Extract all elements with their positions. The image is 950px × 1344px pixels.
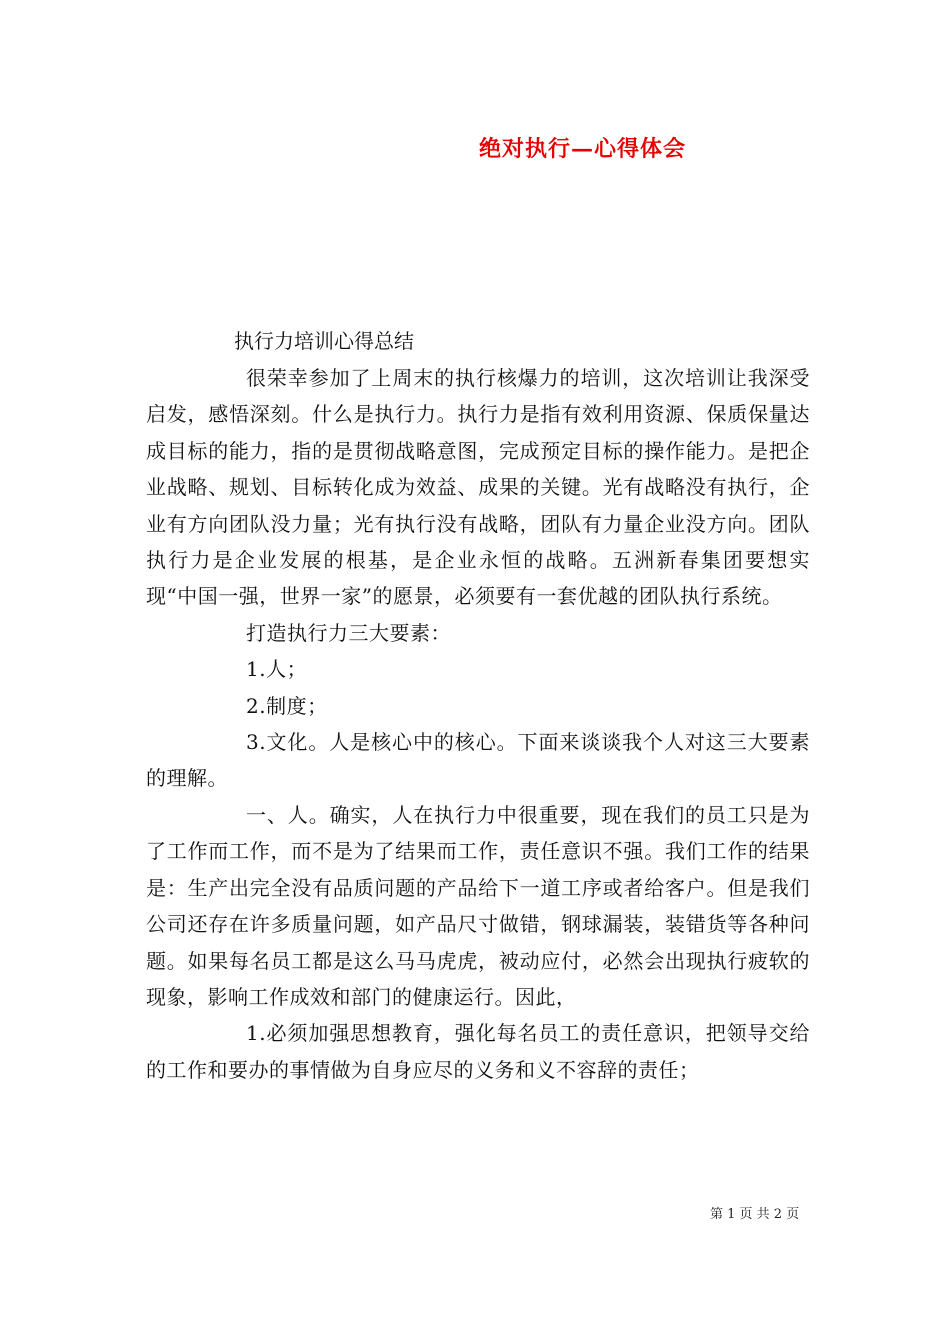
paragraph-section-one: 一、人。确实，人在执行力中很重要，现在我们的员工只是为了工作而工作，而不是为了结果而工作，责任意识不强。我们工作的结果是：生产出完全没有品质问题的产品给下一道工序或者给客户。但是我们公司还存在许多质量问题，如产品尺寸做错，钢球漏装，装错货等各种问题。如果每名员工都是这么马马虎虎，被动应付，必然会出现执行疲软的现象，影响工作成效和部门的健康运行。因此， bbox=[146, 802, 810, 1009]
document-subtitle: 执行力培训心得总结 bbox=[234, 329, 414, 353]
list-item-culture: 3.文化。人是核心中的核心。下面来谈谈我个人对这三大要素的理解。 bbox=[146, 730, 810, 791]
paragraph-elements-heading: 打造执行力三大要素： bbox=[246, 620, 451, 645]
document-body bbox=[146, 360, 810, 1088]
paragraph-intro: 很荣幸参加了上周末的执行核爆力的培训，这次培训让我深受启发，感悟深刻。什么是执行力。执行力是指有效利用资源、保质保量达成目标的能力，指的是贯彻战略意图，完成预定目标的操作能力。是把企业战略、规划、目标转化成为效益、成果的关键。光有战略没有执行，企业有方向团队没力量；光有执行没有战略，团队有力量企业没方向。团队执行力是企业发展的根基，是企业永恒的战略。五洲新春集团要想实现“中国一强，世界一家”的愿景，必须要有一套优越的团队执行系统。 bbox=[146, 366, 810, 609]
list-item-system: 2.制度； bbox=[246, 693, 328, 718]
document-title: 绝对执行—心得体会 bbox=[478, 136, 686, 162]
paragraph-point-one: 1.必须加强思想教育，强化每名员工的责任意识，把领导交给的工作和要办的事情做为自身应尽的义务和义不容辞的责任； bbox=[146, 1021, 810, 1082]
list-item-people: 1.人； bbox=[246, 657, 308, 682]
page-footer: 第 1 页 共 2 页 bbox=[710, 1207, 800, 1222]
